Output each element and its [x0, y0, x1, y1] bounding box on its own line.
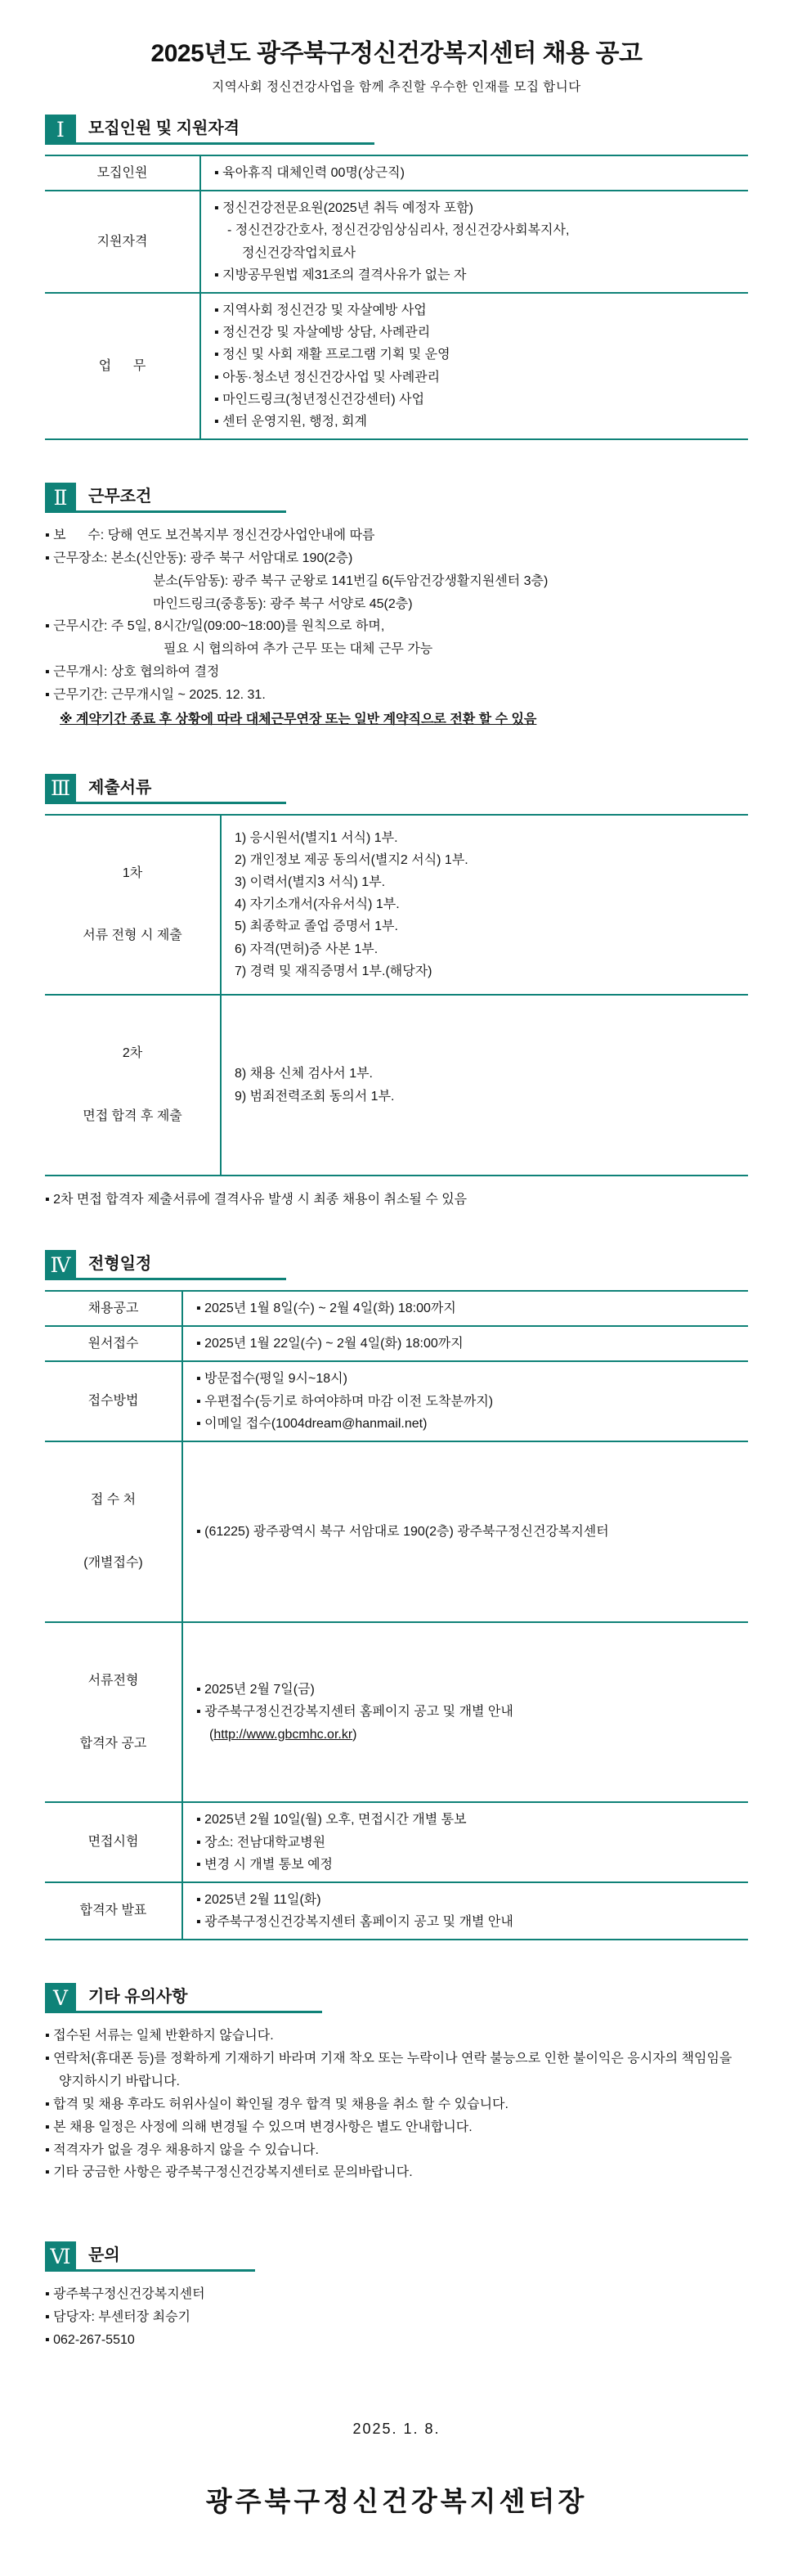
note-line: ▪ 합격 및 채용 후라도 허위사실이 확인될 경우 합격 및 채용을 취소 할 수 있습니다. [45, 2097, 509, 2111]
sub-line: 정신건강작업치료사 [242, 245, 356, 260]
workplace-line-branch: 분소(두암동): 광주 북구 군왕로 141번길 6(두암건강생활지원센터 3층) [153, 573, 549, 588]
hours-line-cont: 필요 시 협의하여 추가 근무 또는 대체 근무 가능 [164, 642, 433, 657]
bullet-line: ▪ 아동·청소년 정신건강사업 및 사례관리 [214, 370, 441, 384]
row-label-qualification: 지원자격 [45, 191, 200, 293]
schedule-line: ▪ 이메일 접수(1004dream@hanmail.net) [196, 1416, 428, 1431]
row-label-first-round [45, 815, 221, 996]
table-row [45, 815, 748, 996]
bullet-line: ▪ 정신 및 사회 재활 프로그램 기획 및 운영 [214, 348, 450, 362]
round-sublabel: 서류 전형 시 제출 [83, 928, 182, 943]
section-title-1: 모집인원 및 지원자격 [76, 115, 374, 145]
table-row [45, 995, 748, 1176]
row-content-duties [200, 293, 748, 439]
note-line: ▪ 적격자가 없을 경우 채용하지 않을 수 있습니다. [45, 2142, 319, 2157]
table-row [45, 1441, 748, 1622]
schedule-line: ▪ 변경 시 개별 통보 예정 [196, 1857, 334, 1872]
section-title-3: 제출서류 [76, 774, 286, 804]
bullet-line: ▪ 지방공무원법 제31조의 결격사유가 없는 자 [214, 267, 467, 282]
row-content-qualification [200, 191, 748, 293]
doc-pass-label: 서류전형 [87, 1673, 139, 1688]
workplace-line: ▪ 근무장소: 본소(신안동): 광주 북구 서암대로 190(2층) [45, 551, 353, 565]
table-row [45, 1361, 748, 1441]
row-content-final [182, 1882, 748, 1940]
section-notes [45, 1983, 748, 2184]
schedule-table [45, 1290, 748, 1940]
documents-note: ▪ 2차 면접 합격자 제출서류에 결격사유 발생 시 최종 채용이 취소될 수 있음 [45, 1193, 468, 1207]
schedule-line: ▪ 2025년 2월 10일(월) 오후, 면접시간 개별 통보 [196, 1813, 467, 1827]
note-line: ▪ 본 채용 일정은 사정에 의해 변경될 수 있으며 변경사항은 별도 안내합니다. [45, 2120, 473, 2134]
round-sublabel: 면접 합격 후 제출 [83, 1109, 182, 1124]
pay-line: ▪ 보 수: 당해 연도 보건복지부 정신건강사업안내에 따름 [45, 528, 375, 543]
row-label-second-round [45, 995, 221, 1176]
schedule-line: ▪ 2025년 2월 7일(금) [196, 1683, 315, 1697]
row-label-recruit-count: 모집인원 [45, 155, 200, 191]
section-numeral-3: Ⅲ [45, 774, 76, 804]
doc-line: 1) 응시원서(별지1 서식) 1부. [235, 830, 398, 845]
schedule-line: ▪ 2025년 1월 22일(수) ~ 2월 4일(화) 18:00까지 [196, 1337, 464, 1351]
issue-date: 2025. 1. 8. [352, 2420, 441, 2437]
section-contact-header [45, 2241, 748, 2272]
page-title: 2025년도 광주북구정신건강복지센터 채용 공고 [150, 40, 643, 67]
hours-line: ▪ 근무시간: 주 5일, 8시간/일(09:00~18:00)를 원칙으로 하며, [45, 619, 385, 634]
table-row [45, 1802, 748, 1882]
office-label: 접 수 처 [90, 1493, 137, 1508]
row-content-interview [182, 1802, 748, 1882]
note-line: ▪ 접수된 서류는 일체 반환하지 않습니다. [45, 2029, 274, 2043]
work-conditions-list [45, 524, 748, 731]
row-label-doc-pass [45, 1622, 182, 1803]
bullet-line: ▪ 센터 운영지원, 행정, 회계 [214, 414, 367, 429]
contact-center-line: ▪ 광주북구정신건강복지센터 [45, 2287, 205, 2302]
workplace-line-mindlink: 마인드링크(중흥동): 광주 북구 서양로 45(2층) [153, 596, 413, 611]
row-label-duties: 업 무 [45, 293, 200, 439]
doc-pass-sublabel: 합격자 공고 [79, 1736, 147, 1751]
doc-line: 9) 범죄전력조회 동의서 1부. [235, 1089, 395, 1104]
table-row [45, 293, 748, 439]
contract-note: ※ 계약기간 종료 후 상황에 따라 대체근무연장 또는 일반 계약직으로 전환 할 수 있음 [60, 712, 537, 726]
row-content-second-round [221, 995, 748, 1176]
row-label-announcement: 채용공고 [45, 1291, 182, 1326]
schedule-line: ▪ 광주북구정신건강복지센터 홈페이지 공고 및 개별 안내 [196, 1915, 513, 1930]
bullet-line: ▪ 마인드링크(청년정신건강센터) 사업 [214, 392, 425, 407]
section-schedule-header [45, 1250, 748, 1280]
schedule-line: ▪ 장소: 전남대학교병원 [196, 1835, 326, 1850]
contact-phone-line: ▪ 062-267-5510 [45, 2332, 135, 2347]
section-numeral-4: Ⅳ [45, 1250, 76, 1280]
doc-line: 5) 최종학교 졸업 증명서 1부. [235, 919, 398, 934]
section-title-5: 기타 유의사항 [76, 1983, 322, 2013]
schedule-line: ▪ 우편접수(등기로 하여야하며 마감 이전 도착분까지) [196, 1394, 494, 1409]
round-label: 1차 [122, 865, 143, 880]
row-content-office [182, 1441, 748, 1622]
page-subtitle: 지역사회 정신건강사업을 함께 추진할 우수한 인재를 모집 합니다 [212, 80, 581, 94]
row-content-first-round [221, 815, 748, 996]
table-row [45, 1291, 748, 1326]
row-label-interview: 면접시험 [45, 1802, 182, 1882]
schedule-line: ▪ 방문접수(평일 9시~18시) [196, 1372, 347, 1387]
note-line: ▪ 연락처(휴대폰 등)를 정확하게 기재하기 바라며 기재 착오 또는 누락이나 연락 불능으로 인한 불이익은 응시자의 책임임을 양지하시기 바랍니다. [45, 2052, 736, 2089]
section-recruitment [45, 115, 748, 440]
table-row [45, 1326, 748, 1361]
section-documents [45, 774, 748, 1208]
office-sublabel: (개별접수) [83, 1555, 143, 1570]
section-work-conditions [45, 483, 748, 731]
schedule-line: ▪ 2025년 2월 11일(화) [196, 1893, 321, 1908]
section-numeral-2: Ⅱ [45, 483, 76, 513]
documents-table [45, 814, 748, 1177]
section-work-conditions-header [45, 483, 748, 513]
section-recruitment-header [45, 115, 748, 145]
row-content-doc-pass [182, 1622, 748, 1803]
bullet-line: ▪ 육아휴직 대체인력 00명(상근직) [214, 166, 405, 180]
section-documents-header [45, 774, 748, 804]
doc-line: 8) 채용 신체 검사서 1부. [235, 1067, 373, 1081]
section-numeral-5: Ⅴ [45, 1983, 76, 2013]
row-label-application: 원서접수 [45, 1326, 182, 1361]
section-notes-header [45, 1983, 748, 2013]
row-content-method [182, 1361, 748, 1441]
round-label: 2차 [122, 1046, 143, 1061]
section-title-6: 문의 [76, 2241, 255, 2272]
table-row [45, 191, 748, 293]
doc-line: 6) 자격(면허)증 사본 1부. [235, 942, 379, 956]
notes-list [45, 2025, 748, 2184]
schedule-line: ▪ 광주북구정신건강복지센터 홈페이지 공고 및 개별 안내 [196, 1705, 513, 1720]
row-label-method: 접수방법 [45, 1361, 182, 1441]
contact-person-line: ▪ 담당자: 부센터장 최승기 [45, 2310, 191, 2325]
section-title-4: 전형일정 [76, 1250, 286, 1280]
row-label-office [45, 1441, 182, 1622]
sub-line: - 정신건강간호사, 정신건강임상심리사, 정신건강사회복지사, [227, 223, 570, 238]
section-schedule [45, 1250, 748, 1940]
recruitment-table [45, 155, 748, 440]
table-row [45, 155, 748, 191]
section-numeral-1: Ⅰ [45, 115, 76, 145]
period-line: ▪ 근무기간: 근무개시일 ~ 2025. 12. 31. [45, 687, 266, 702]
section-contact [45, 2241, 748, 2351]
schedule-line: ▪ (61225) 광주광역시 북구 서암대로 190(2층) 광주북구정신건강복지센터 [196, 1524, 609, 1539]
doc-line: 7) 경력 및 재직증명서 1부.(해당자) [235, 964, 432, 978]
bullet-line: ▪ 지역사회 정신건강 및 자살예방 사업 [214, 303, 427, 317]
homepage-link-line [196, 1724, 748, 1746]
row-content-recruit-count [200, 155, 748, 191]
section-title-2: 근무조건 [76, 483, 286, 513]
link-suffix: ) [352, 1727, 357, 1742]
homepage-link[interactable]: http://www.gbcmhc.or.kr [213, 1727, 353, 1742]
row-content-application [182, 1326, 748, 1361]
section-numeral-6: Ⅵ [45, 2241, 76, 2272]
contact-list [45, 2283, 748, 2351]
bullet-line: ▪ 정신건강전문요원(2025년 취득 예정자 포함) [214, 201, 473, 216]
row-label-final: 합격자 발표 [45, 1882, 182, 1940]
doc-line: 2) 개인정보 제공 동의서(별지2 서식) 1부. [235, 852, 468, 867]
row-content-announcement [182, 1291, 748, 1326]
signature: 광주북구정신건강복지센터장 [205, 2485, 588, 2516]
link-prefix: ( [209, 1727, 214, 1742]
table-row [45, 1882, 748, 1940]
doc-line: 3) 이력서(별지3 서식) 1부. [235, 875, 386, 890]
schedule-line: ▪ 2025년 1월 8일(수) ~ 2월 4일(화) 18:00까지 [196, 1301, 456, 1316]
note-line: ▪ 기타 궁금한 사항은 광주북구정신건강복지센터로 문의바랍니다. [45, 2165, 413, 2180]
start-line: ▪ 근무개시: 상호 협의하여 결정 [45, 665, 220, 680]
doc-line: 4) 자기소개서(자유서식) 1부. [235, 897, 400, 912]
bullet-line: ▪ 정신건강 및 자살예방 상담, 사례관리 [214, 326, 431, 340]
table-row [45, 1622, 748, 1803]
